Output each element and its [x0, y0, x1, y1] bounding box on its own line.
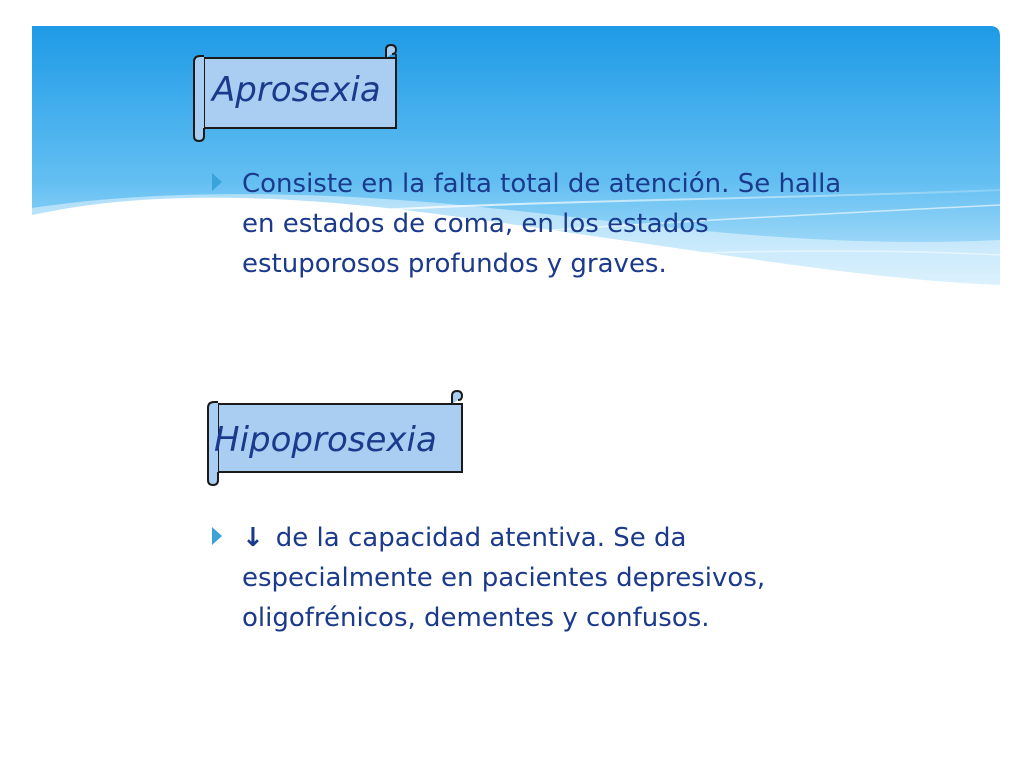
down-arrow-icon: ↓	[242, 523, 264, 553]
bullet-text-hipoprosexia: de la capacidad atentiva. Se da especialmente en pacientes depresivos, oligofrénicos, dementes y confusos.	[242, 523, 766, 633]
section-title-hipoprosexia: Hipoprosexia	[214, 420, 437, 460]
bullet-item-aprosexia	[212, 164, 872, 284]
bullet-item-hipoprosexia	[212, 518, 872, 638]
bullet-text-aprosexia: Consiste en la falta total de atención. Se halla en estados de coma, en los estados estuporosos profundos y graves.	[242, 169, 842, 279]
bullet-triangle-icon	[212, 173, 222, 191]
bullet-triangle-icon	[212, 527, 222, 545]
bullet-text-hipoprosexia-wrapper	[242, 518, 872, 638]
section-title-aprosexia: Aprosexia	[212, 70, 381, 110]
